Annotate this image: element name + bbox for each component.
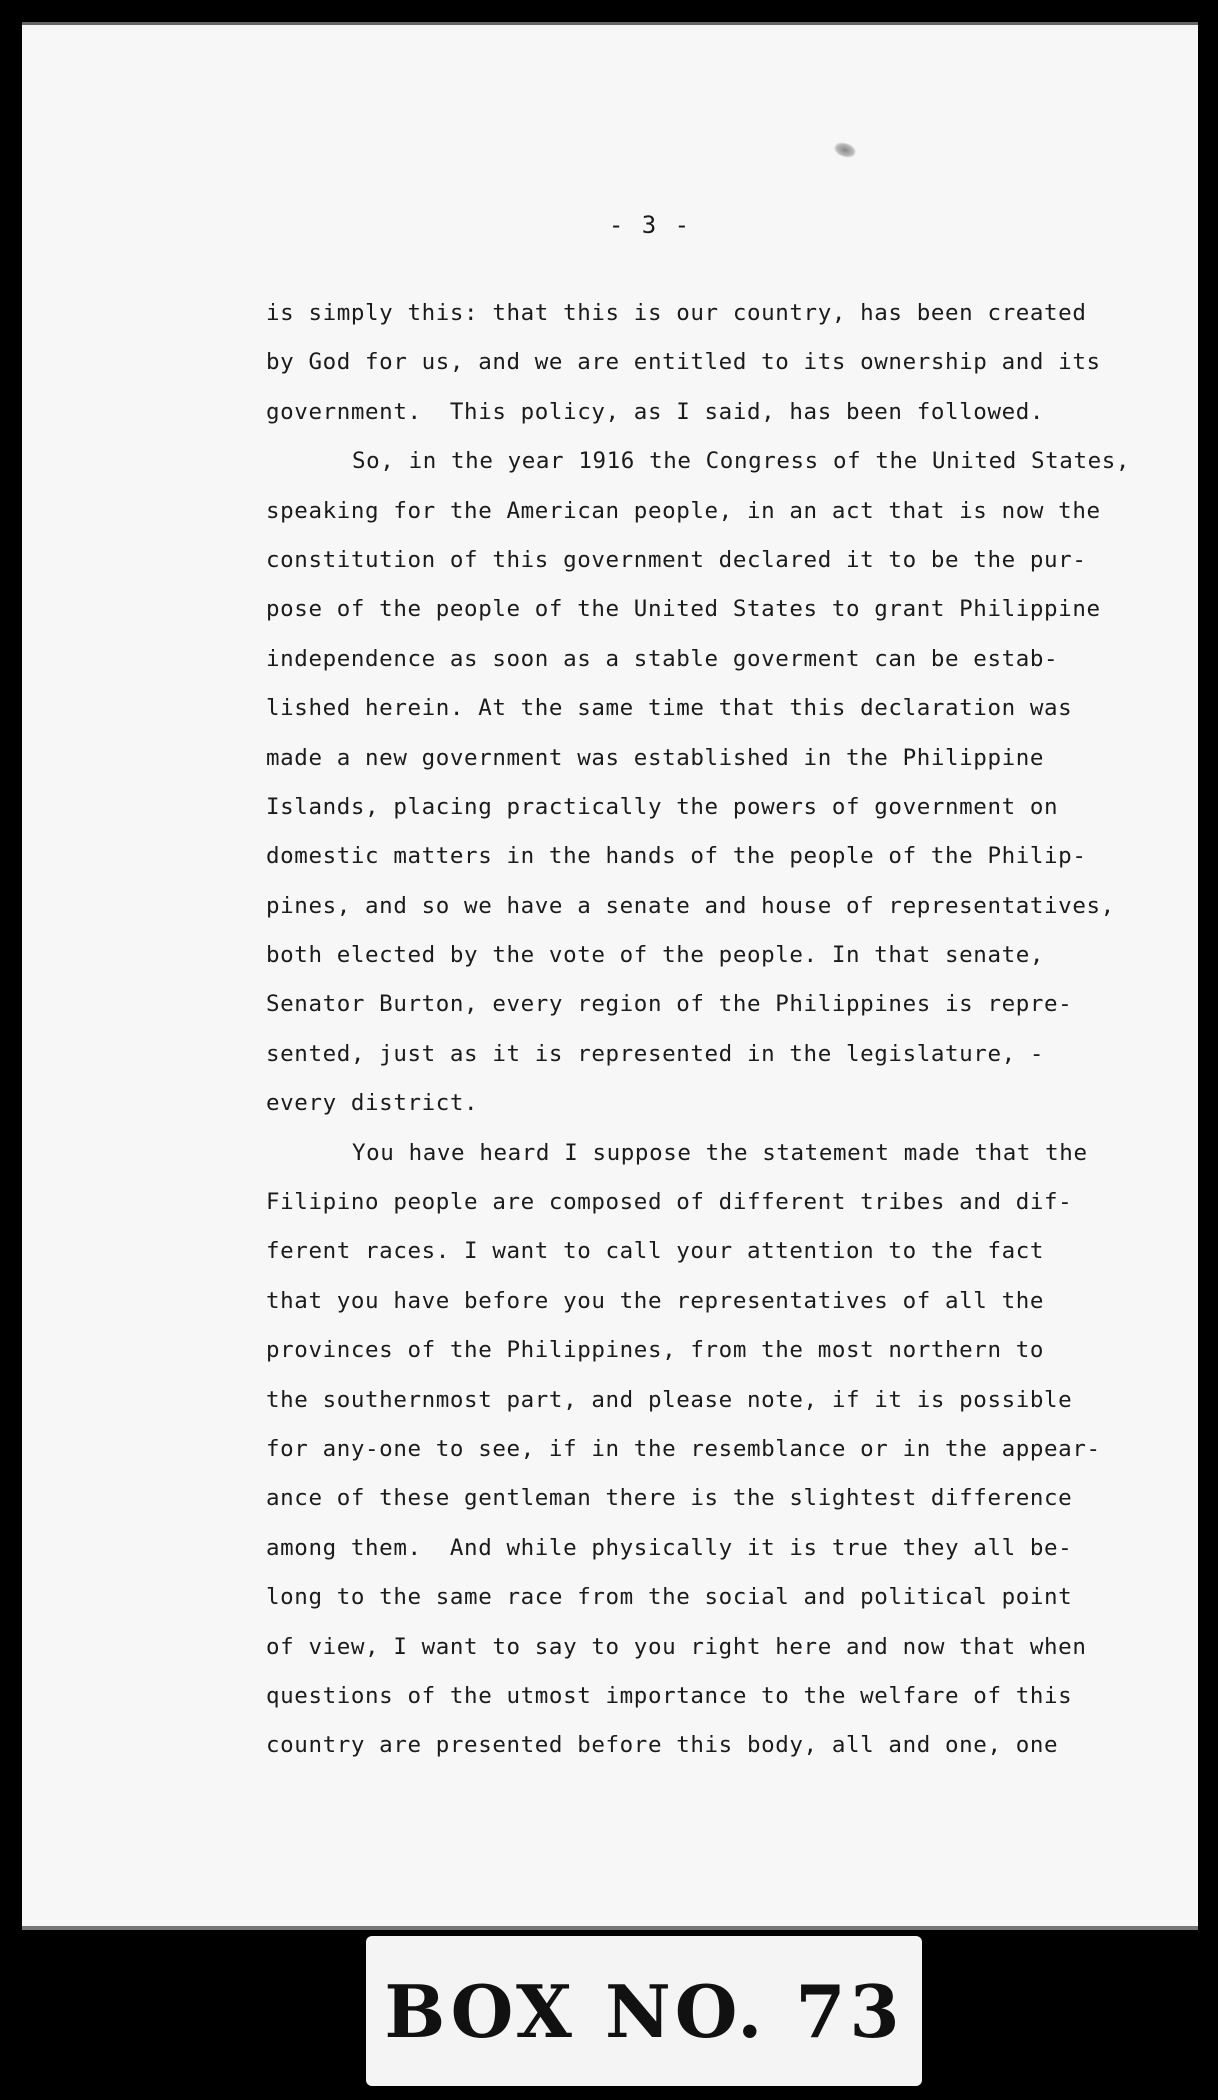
text-line: Islands, placing practically the powers of government on [266, 793, 1059, 820]
text-line: made a new government was established in the Philippine [266, 744, 1045, 771]
text-line: You have heard I suppose the statement made that the [352, 1139, 1088, 1166]
page-number: - 3 - [608, 211, 692, 239]
box-number-text: BOX NO. 73 [384, 1968, 904, 2054]
text-line: both elected by the vote of the people. In that senate, [266, 942, 1045, 969]
body-text [266, 289, 1176, 1771]
text-line: is simply this: that this is our country, has been created [266, 300, 1087, 326]
ink-smudge [832, 140, 857, 160]
text-line: domestic matters in the hands of the people of the Philip- [266, 843, 1087, 870]
text-line: Filipino people are composed of different tribes and dif- [266, 1189, 1073, 1216]
text-line: ferent races. I want to call your attention to the fact [266, 1238, 1045, 1265]
text-line: pose of the people of the United States to grant Philippine [266, 596, 1101, 623]
document-page [22, 22, 1198, 1930]
text-line: among them. And while physically it is true they all be- [266, 1534, 1073, 1561]
text-line: every district. [266, 1090, 479, 1117]
text-line: constitution of this government declared it to be the pur- [266, 546, 1087, 573]
text-line: provinces of the Philippines, from the most northern to [266, 1337, 1045, 1364]
text-line: ance of these gentleman there is the slightest difference [266, 1485, 1073, 1512]
text-line: sented, just as it is represented in the legislature, - [266, 1040, 1045, 1067]
text-line: of view, I want to say to you right here and now that when [266, 1633, 1087, 1660]
box-number-label [366, 1936, 922, 2086]
text-line: long to the same race from the social and political point [266, 1584, 1073, 1611]
text-line: government. This policy, as I said, has been followed. [266, 398, 1045, 425]
text-line: lished herein. At the same time that this declaration was [266, 695, 1073, 722]
text-line: pines, and so we have a senate and house of representatives, [266, 892, 1115, 919]
text-line: speaking for the American people, in an act that is now the [266, 497, 1101, 524]
text-line: country are presented before this body, all and one, one [266, 1732, 1059, 1759]
text-line: independence as soon as a stable goverment can be estab- [266, 645, 1059, 672]
text-line: that you have before you the representatives of all the [266, 1287, 1045, 1314]
text-line: the southernmost part, and please note, if it is possible [266, 1386, 1073, 1413]
text-line: Senator Burton, every region of the Philippines is repre- [266, 991, 1073, 1018]
text-line: questions of the utmost importance to the welfare of this [266, 1682, 1073, 1709]
text-line: for any-one to see, if in the resemblance or in the appear- [266, 1435, 1101, 1462]
text-line: by God for us, and we are entitled to its ownership and its [266, 349, 1101, 376]
text-line: So, in the year 1916 the Congress of the United States, [352, 448, 1131, 475]
